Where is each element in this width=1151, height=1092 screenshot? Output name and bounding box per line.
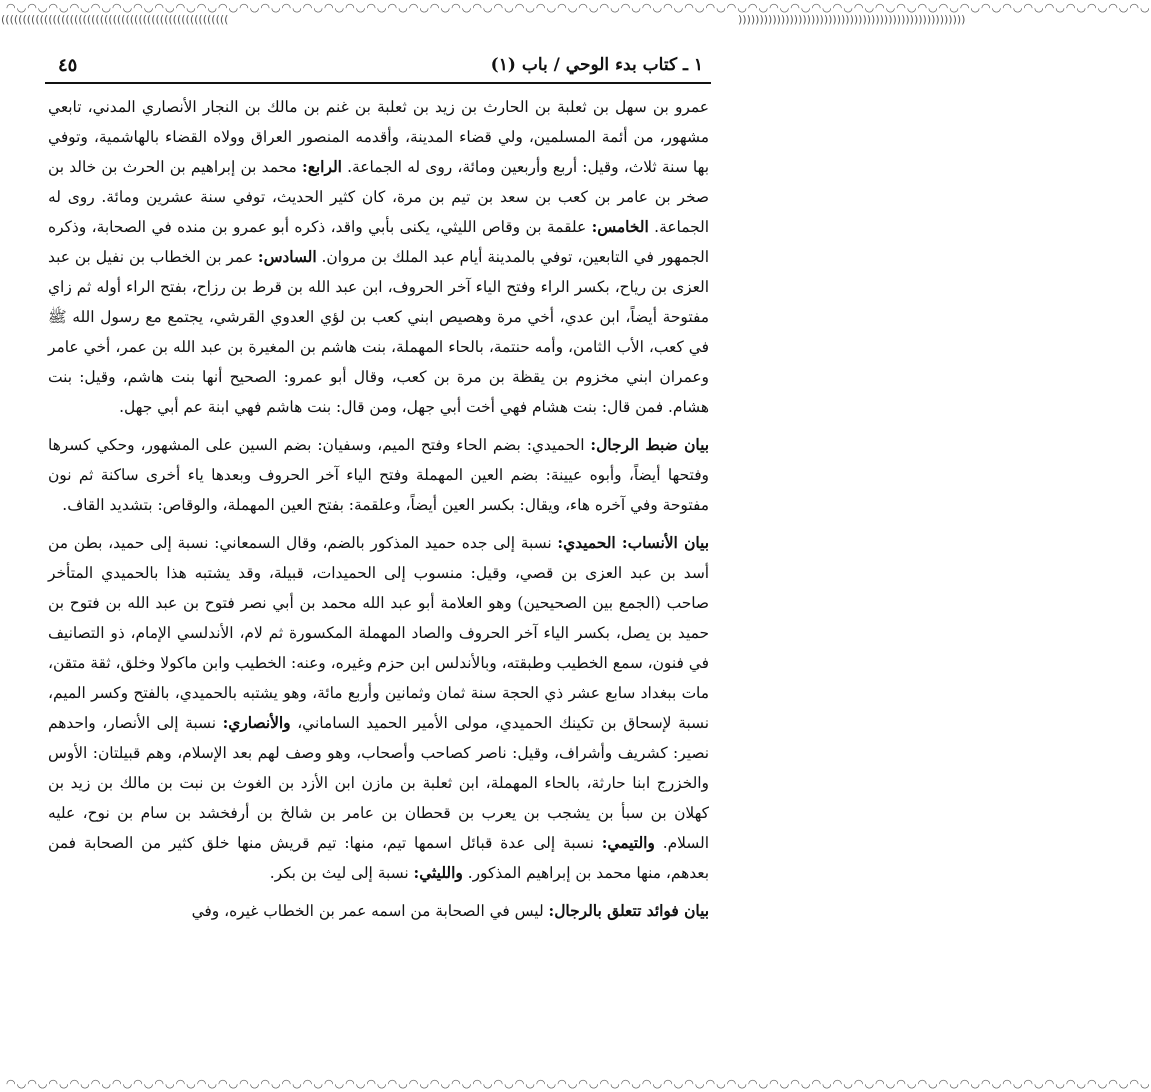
bottom-border-ornament: ◠◡◠◡◠◡◠◡◠◡◠◡◠◡◠◡◠◡◠◡◠◡◠◡◠◡◠◡◠◡◠◡◠◡◠◡◠◡◠◡◠◡◠◡◠◡◠◡◠◡◠◡◠◡◠◡◠◡◠◡◠◡◠◡◠◡◠◡◠◡◠◡◠◡◠◡◠◡◠◡◠◡◠◡◠◡◠◡◠◡◠◡◠◡◠◡◠◡◠◡◠◡◠◡◠◡◠◡ — [6, 1077, 1151, 1090]
text-span: نسبة إلى جده حميد المذكور بالضم، وقال السمعاني: نسبة إلى حميد، بطن من أسد بن عبد العزى بن قصي، وقيل: منسوب إلى الحميدات، قبيلة، وقد يشتبه هذا بالحميدي المتأخر صاحب (الجمع بين الصحيحين) وهو العلامة أبو عبد الله محمد بن أبي نصر فتوح بن عبد الله بن فتوح بن حميد بن يصل، بكسر الياء آخر الحروف والصاد المهملة المكسورة ثم لام، الأندلسي الإمام، ذو التصانيف في فنون، سمع الخطيب وطبقته، وبالأندلس ابن حزم وغيره، وعنه: الخطيب وابن ماكولا وخلق، ثقة متقن، مات ببغداد سابع عشر ذي الحجة سنة ثمان وثمانين وأربع مائة، وهو يشتبه بالحميدي، بالفتح وكسر الميم، نسبة لإسحاق بن تكينك الحميدي، مولى الأمير الحميد الساماني، — [48, 534, 709, 732]
text-span: نسبة إلى ليث بن بكر. — [269, 864, 414, 882]
text-span: عمرو بن سهل بن ثعلبة بن الحارث بن زيد بن ثعلبة بن غنم بن مالك بن النجار الأنصاري المدني، تابعي مشهور، من أئمة المسلمين، ولي قضاء المدينة، وأقدمه المنصور العراق وولاه القضاء بالهاشمية، وتوفي بها سنة ثلاث، وقيل: أربع وأربعين ومائة، روى له الجماعة. — [48, 98, 709, 176]
paragraph-benefits — [48, 896, 709, 926]
page-number: ٤٥ — [58, 55, 78, 76]
paragraph-name-vocalization — [48, 430, 709, 520]
text-span: عمر بن الخطاب بن نفيل بن عبد العزى بن رياح، بكسر الراء وفتح الياء آخر الحروف، ابن عبد الله بن قرط بن رزاح، بفتح الراء أوله ثم زاي مفتوحة أيضاً، ابن عدي، أخي مرة وهصيص ابني كعب بن لؤي العدوي القرشي، يجتمع مع رسول الله ﷺ في كعب، الأب الثامن، وأمه حنتمة، بالحاء المهملة، بنت هاشم بن المغيرة بن عبد الله بن عمر، أخي عامر وعمران ابني مخزوم بن يقظة بن مرة بن كعب، وقال أبو عمرو: الصحيح أنها بنت هاشم، وقيل: بنت هشام. فمن قال: بنت هشام فهي أخت أبي جهل، ومن قال: بنت هاشم فهي ابنة عم أبي جهل. — [48, 248, 709, 416]
page-header — [58, 55, 703, 79]
top-border-ornament: ◠◡◠◡◠◡◠◡◠◡◠◡◠◡◠◡◠◡◠◡◠◡◠◡◠◡◠◡◠◡◠◡◠◡◠◡◠◡◠◡◠◡◠◡◠◡◠◡◠◡◠◡◠◡◠◡◠◡◠◡◠◡◠◡◠◡◠◡◠◡◠◡◠◡◠◡◠◡◠◡◠◡◠◡◠◡◠◡◠◡◠◡◠◡◠◡◠◡◠◡◠◡◠◡◠◡◠◡ — [6, 1, 1151, 14]
heading-name-vocalization: بيان ضبط الرجال: — [590, 436, 709, 454]
heading-taymi: والتيمي: — [601, 834, 655, 852]
main-text — [48, 92, 709, 926]
heading-fifth: الخامس: — [591, 218, 649, 236]
text-span: ليس في الصحابة من اسمه عمر بن الخطاب غيره، وفي — [191, 902, 549, 920]
heading-laythi: والليثي: — [413, 864, 463, 882]
heading-ansari: والأنصاري: — [222, 714, 291, 732]
right-border-ornament: ))))))))))))))))))))))))))))))))))))))))))))))))))))) — [738, 13, 966, 26]
heading-fourth: الرابع: — [302, 158, 342, 176]
text-span: نسبة إلى الأنصار، واحدهم نصير: كشريف وأشراف، وقيل: ناصر كصاحب وأصحاب، وهو وصف لهم بعد الإسلام، وهم قبيلتان: الأوس والخزرج ابنا حارثة، بالحاء المهملة، ابن ثعلبة بن مازن ابن الأزد بن الغوث بن نبت بن مالك بن زيد بن كهلان بن سبأ بن يشجب بن يعرب بن قحطان بن عامر بن شالخ بن أرفخشد بن سام بن نوح، عليه السلام. — [48, 714, 709, 852]
running-title: ١ ـ كتاب بدء الوحي / باب (١) — [490, 55, 703, 75]
paragraph-narrators — [48, 92, 709, 422]
paragraph-lineages — [48, 528, 709, 888]
text-span: نسبة إلى عدة قبائل اسمها تيم، منها: تيم قريش منها خلق كثير من الصحابة فمن بعدهم، منها محمد بن إبراهيم المذكور. — [48, 834, 709, 882]
text-span: علقمة بن وقاص الليثي، يكنى بأبي واقد، ذكره أبو عمرو بن منده في الصحابة، وذكره الجمهور في التابعين، توفي بالمدينة أيام عبد الملك بن مروان. — [48, 218, 709, 266]
heading-benefits: بيان فوائد تتعلق بالرجال: — [548, 902, 709, 920]
text-span: الحميدي: بضم الحاء وفتح الميم، وسفيان: بضم السين على المشهور، وحكي كسرها وفتحها أيضاً، وأبوه عيينة: بضم العين المهملة وفتح الياء آخر الحروف وبعدها ياء أخرى ساكنة ثم نون مفتوحة وفي آخره هاء، ويقال: بكسر العين أيضاً، وعلقمة: بفتح العين المهملة، والوقاص: بتشديد القاف. — [48, 436, 709, 514]
heading-lineages: بيان الأنساب: الحميدي: — [557, 534, 709, 552]
left-border-ornament: ((((((((((((((((((((((((((((((((((((((((((((((((((((( — [1, 13, 229, 26]
header-divider — [45, 82, 711, 84]
text-span: محمد بن إبراهيم بن الحرث بن خالد بن صخر بن عامر بن كعب بن سعد بن تيم بن مرة، كان كثير الحديث، توفي سنة عشرين ومائة. روى له الجماعة. — [48, 158, 709, 236]
heading-sixth: السادس: — [257, 248, 317, 266]
